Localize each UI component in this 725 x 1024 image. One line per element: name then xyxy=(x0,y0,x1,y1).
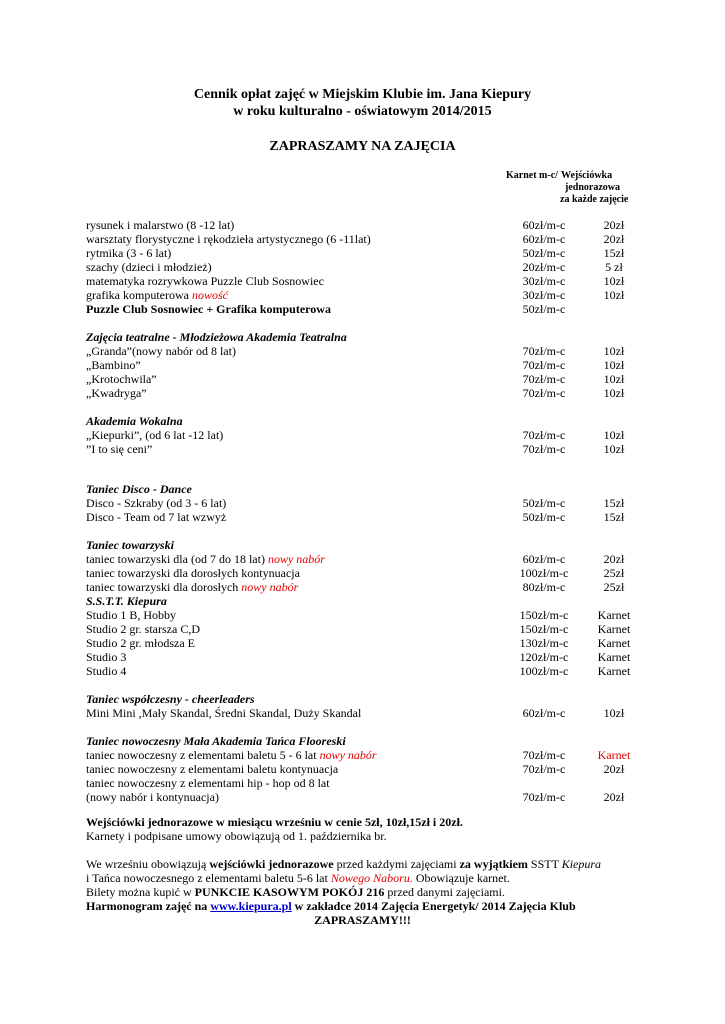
table-row xyxy=(86,218,646,232)
single-entry-price: Karnet xyxy=(597,664,631,678)
column-header-wejsciowka: Wejściówka xyxy=(561,170,613,181)
table-row xyxy=(86,442,646,456)
row-label xyxy=(86,636,195,650)
footer-line-3 xyxy=(86,857,601,871)
footer-text: PUNKCIE KASOWYM POKÓJ 216 xyxy=(194,885,385,899)
table-row xyxy=(86,344,646,358)
monthly-price: 60zł/m-c xyxy=(522,552,566,566)
row-label-text: „Kwadryga” xyxy=(86,386,147,400)
row-label xyxy=(86,650,126,664)
row-label-text: taniec nowoczesny z elementami hip - hop od 8 lat xyxy=(86,776,330,790)
single-entry-price: 20zł xyxy=(603,552,625,566)
row-label-text: (nowy nabór i kontynuacja) xyxy=(86,790,219,804)
table-row xyxy=(86,246,646,260)
footer-text: Bilety można kupić w xyxy=(86,885,195,899)
table-row xyxy=(86,510,646,524)
single-entry-price: 10zł xyxy=(603,706,625,720)
monthly-price: 70zł/m-c xyxy=(522,386,566,400)
footer-text: przed każdymi zajęciami xyxy=(333,857,460,871)
row-label-text: Studio 1 B, Hobby xyxy=(86,608,177,622)
monthly-price: 70zł/m-c xyxy=(522,372,566,386)
row-label-text: taniec nowoczesny z elementami baletu 5 - 6 lat xyxy=(86,748,320,762)
monthly-price: 70zł/m-c xyxy=(522,748,566,762)
single-entry-price: 10zł xyxy=(603,358,625,372)
footer-text: w zakładce 2014 Zajęcia Energetyk/ 2014 Zajęcia Klub xyxy=(291,899,576,913)
table-row xyxy=(86,580,646,594)
single-entry-price: 10zł xyxy=(603,288,625,302)
footer-text: SSTT xyxy=(527,857,562,871)
monthly-price: 60zł/m-c xyxy=(522,706,566,720)
row-label-text: grafika komputerowa xyxy=(86,288,192,302)
single-entry-price: 10zł xyxy=(603,344,625,358)
table-row xyxy=(86,358,646,372)
section-heading: Akademia Wokalna xyxy=(86,414,183,428)
single-entry-price: 10zł xyxy=(603,442,625,456)
monthly-price: 60zł/m-c xyxy=(522,218,566,232)
footer-line-6 xyxy=(86,899,576,913)
row-label-text: „Bambino” xyxy=(86,358,141,372)
monthly-price: 30zł/m-c xyxy=(522,274,566,288)
column-header-karnet: Karnet m-c/ xyxy=(506,170,558,181)
row-label xyxy=(86,260,212,274)
new-enrollment-tag: nowy nabór xyxy=(241,580,299,594)
row-label-text: taniec towarzyski dla dorosłych xyxy=(86,580,242,594)
single-entry-price: 20zł xyxy=(603,790,625,804)
table-row xyxy=(86,288,646,302)
table-row xyxy=(86,706,646,720)
row-label-text: „Granda”(nowy nabór od 8 lat) xyxy=(86,344,236,358)
row-label xyxy=(86,358,141,372)
row-label xyxy=(86,776,330,790)
website-link[interactable]: www.kiepura.pl xyxy=(210,899,292,913)
monthly-price: 50zł/m-c xyxy=(522,246,566,260)
row-label xyxy=(86,246,171,260)
new-enrollment-tag: nowy nabór xyxy=(319,748,377,762)
single-entry-price: Karnet xyxy=(597,748,631,762)
row-label xyxy=(86,372,157,386)
footer-text: Nowego Naboru. xyxy=(330,871,413,885)
table-row xyxy=(86,428,646,442)
footer-text: za wyjątkiem xyxy=(459,857,528,871)
single-entry-price: 10zł xyxy=(603,372,625,386)
single-entry-price: 15zł xyxy=(603,496,625,510)
single-entry-price: 10zł xyxy=(603,274,625,288)
monthly-price: 20zł/m-c xyxy=(522,260,566,274)
monthly-price: 60zł/m-c xyxy=(522,232,566,246)
monthly-price: 70zł/m-c xyxy=(522,358,566,372)
row-label-text: szachy (dzieci i młodzież) xyxy=(86,260,212,274)
single-entry-price: 20zł xyxy=(603,762,625,776)
table-row xyxy=(86,566,646,580)
row-label xyxy=(86,608,176,622)
single-entry-price: 10zł xyxy=(603,428,625,442)
table-row xyxy=(86,776,646,790)
single-entry-price: 25zł xyxy=(603,566,625,580)
single-entry-price: Karnet xyxy=(597,608,631,622)
row-label xyxy=(86,218,234,232)
monthly-price: 70zł/m-c xyxy=(522,790,566,804)
footer-text: wejściówki jednorazowe xyxy=(209,857,334,871)
monthly-price: 70zł/m-c xyxy=(522,442,566,456)
row-label-text: „Kiepurki”, (od 6 lat -12 lat) xyxy=(86,428,224,442)
row-label xyxy=(86,232,371,246)
table-row xyxy=(86,260,646,274)
row-label-text: Mini Mini ,Mały Skandal, Średni Skandal, Duży Skandal xyxy=(86,706,362,720)
monthly-price: 70zł/m-c xyxy=(522,344,566,358)
single-entry-price: Karnet xyxy=(597,636,631,650)
single-entry-price: 15zł xyxy=(603,246,625,260)
document-subtitle: w roku kulturalno - oświatowym 2014/2015 xyxy=(233,104,492,119)
table-row xyxy=(86,650,646,664)
row-label-text: ”I to się ceni” xyxy=(86,442,153,456)
table-row xyxy=(86,372,646,386)
footer-text: We wrześniu obowiązują xyxy=(86,857,210,871)
new-enrollment-tag: nowy nabór xyxy=(267,552,325,566)
row-label xyxy=(86,428,223,442)
table-row xyxy=(86,496,646,510)
monthly-price: 50zł/m-c xyxy=(522,496,566,510)
row-label-text: Disco - Team od 7 lat wzwyż xyxy=(86,510,227,524)
row-label xyxy=(86,288,228,302)
row-label xyxy=(86,580,298,594)
row-label xyxy=(86,442,152,456)
monthly-price: 50zł/m-c xyxy=(522,302,566,316)
column-header-wejsciowka-2: jednorazowa xyxy=(565,182,620,193)
table-row xyxy=(86,790,646,804)
new-enrollment-tag: nowość xyxy=(191,288,228,302)
single-entry-price: 15zł xyxy=(603,510,625,524)
section-heading: Taniec towarzyski xyxy=(86,538,174,552)
table-row xyxy=(86,762,646,776)
table-row xyxy=(86,386,646,400)
document-title: Cennik opłat zajęć w Miejskim Klubie im. Jana Kiepury xyxy=(193,87,532,102)
footer-text: Kiepura xyxy=(561,857,602,871)
monthly-price: 150zł/m-c xyxy=(519,622,569,636)
monthly-price: 70zł/m-c xyxy=(522,762,566,776)
row-label-text: rysunek i malarstwo (8 -12 lat) xyxy=(86,218,235,232)
footer-text: Obowiązuje karnet. xyxy=(412,871,510,885)
footer-text: Harmonogram zajęć na xyxy=(86,899,211,913)
column-header-wejsciowka-3: za każde zajęcie xyxy=(560,194,629,205)
row-label xyxy=(86,274,324,288)
row-label-text: Studio 3 xyxy=(86,650,127,664)
row-label xyxy=(86,386,147,400)
row-label xyxy=(86,622,200,636)
table-row xyxy=(86,664,646,678)
single-entry-price: 5 zł xyxy=(605,260,623,274)
table-row xyxy=(86,274,646,288)
monthly-price: 70zł/m-c xyxy=(522,428,566,442)
row-label xyxy=(86,762,338,776)
single-entry-price: Karnet xyxy=(597,650,631,664)
row-label xyxy=(86,510,226,524)
single-entry-price: 20zł xyxy=(603,218,625,232)
monthly-price: 50zł/m-c xyxy=(522,510,566,524)
row-label-text: Studio 4 xyxy=(86,664,127,678)
row-label xyxy=(86,302,331,316)
single-entry-price: 10zł xyxy=(603,386,625,400)
row-label-text: rytmika (3 - 6 lat) xyxy=(86,246,172,260)
table-row xyxy=(86,622,646,636)
monthly-price: 80zł/m-c xyxy=(522,580,566,594)
table-row xyxy=(86,302,646,316)
section-heading: S.S.T.T. Kiepura xyxy=(86,594,167,608)
table-row xyxy=(86,636,646,650)
footer-line-1: Wejściówki jednorazowe w miesiącu wrześniu w cenie 5zł, 10zł,15zł i 20zł. xyxy=(86,815,463,829)
table-row xyxy=(86,748,646,762)
row-label-text: matematyka rozrywkowa Puzzle Club Sosnowiec xyxy=(86,274,324,288)
table-row xyxy=(86,608,646,622)
single-entry-price: 20zł xyxy=(603,232,625,246)
table-row xyxy=(86,552,646,566)
row-label xyxy=(86,552,325,566)
monthly-price: 130zł/m-c xyxy=(519,636,569,650)
invitation-heading: ZAPRASZAMY NA ZAJĘCIA xyxy=(269,139,456,154)
monthly-price: 100zł/m-c xyxy=(519,664,569,678)
section-heading: Zajęcia teatralne - Młodzieżowa Akademia Teatralna xyxy=(86,330,347,344)
row-label-text: warsztaty florystyczne i rękodzieła artystycznego (6 -11lat) xyxy=(86,232,371,246)
monthly-price: 30zł/m-c xyxy=(522,288,566,302)
row-label xyxy=(86,344,236,358)
row-label xyxy=(86,748,377,762)
section-heading: Taniec współczesny - cheerleaders xyxy=(86,692,255,706)
footer-closing: ZAPRASZAMY!!! xyxy=(314,913,411,927)
row-label-text: Puzzle Club Sosnowiec + Grafika komputerowa xyxy=(86,302,331,316)
row-label xyxy=(86,664,126,678)
row-label xyxy=(86,496,226,510)
row-label-text: Studio 2 gr. starsza C,D xyxy=(86,622,200,636)
row-label-text: „Krotochwila” xyxy=(86,372,157,386)
table-row xyxy=(86,232,646,246)
row-label-text: taniec towarzyski dla (od 7 do 18 lat) xyxy=(86,552,268,566)
row-label xyxy=(86,566,300,580)
monthly-price: 120zł/m-c xyxy=(519,650,569,664)
single-entry-price: 25zł xyxy=(603,580,625,594)
row-label xyxy=(86,706,361,720)
monthly-price: 100zł/m-c xyxy=(519,566,569,580)
footer-line-2: Karnety i podpisane umowy obowiązują od 1. października br. xyxy=(86,829,387,843)
section-heading: Taniec Disco - Dance xyxy=(86,482,192,496)
section-heading: Taniec nowoczesny Mała Akademia Tańca Flooreski xyxy=(86,734,346,748)
row-label-text: taniec nowoczesny z elementami baletu kontynuacja xyxy=(86,762,339,776)
monthly-price: 150zł/m-c xyxy=(519,608,569,622)
footer-text: przed danymi zajęciami. xyxy=(384,885,505,899)
footer-line-5 xyxy=(86,885,505,899)
row-label-text: Studio 2 gr. młodsza E xyxy=(86,636,195,650)
row-label-text: Disco - Szkraby (od 3 - 6 lat) xyxy=(86,496,227,510)
row-label-text: taniec towarzyski dla dorosłych kontynuacja xyxy=(86,566,300,580)
single-entry-price: Karnet xyxy=(597,622,631,636)
footer-line-4 xyxy=(86,871,510,885)
row-label xyxy=(86,790,219,804)
footer-text: i Tańca nowoczesnego z elementami baletu 5-6 lat xyxy=(86,871,331,885)
